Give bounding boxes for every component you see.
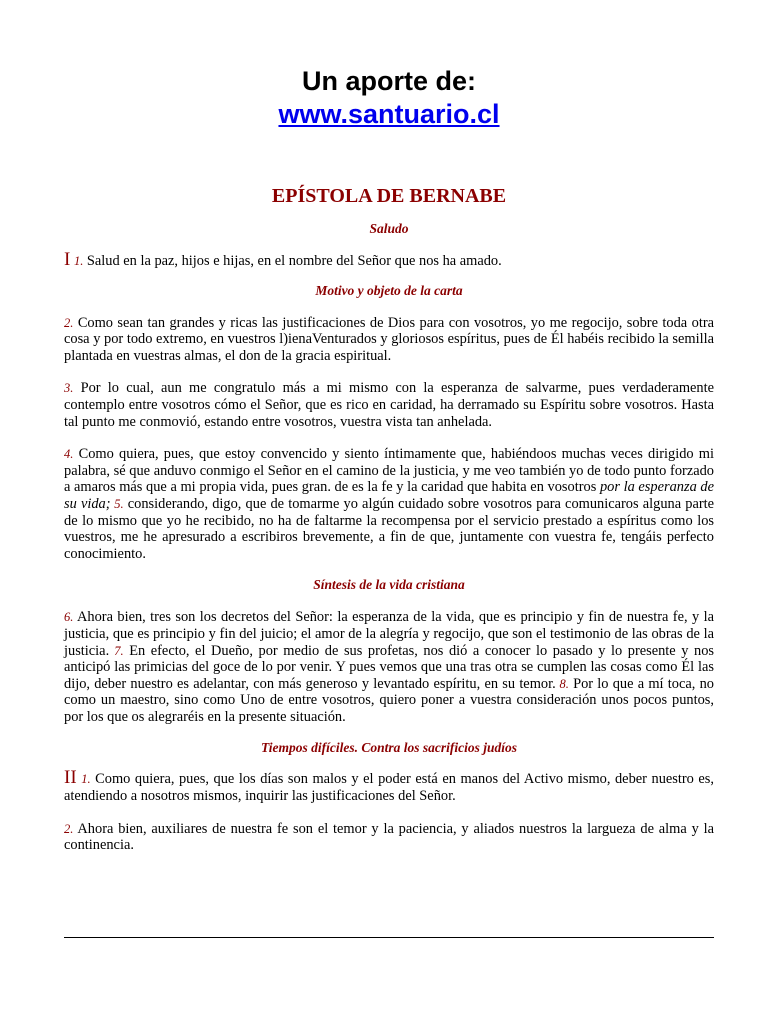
verse-number: 2. bbox=[64, 315, 74, 330]
paragraph-2 bbox=[64, 315, 714, 365]
paragraph-text: Como quiera, pues, que los días son malos y el poder está en manos del Activo mismo, deber nuestro es, atendiendo a nosotros mismos, inquirir las justificaciones del Señor. bbox=[64, 771, 714, 805]
paragraph-text: Salud en la paz, hijos e hijas, en el nombre del Señor que nos ha amado. bbox=[83, 253, 502, 269]
section-heading-tiempos: Tiempos difíciles. Contra los sacrificios judíos bbox=[260, 740, 517, 756]
santuario-link[interactable]: www.santuario.cl bbox=[278, 99, 500, 129]
paragraph-6 bbox=[64, 767, 714, 805]
verse-number: 7. bbox=[109, 643, 124, 658]
paragraph-text: Como quiera, pues, que estoy convencido y siento íntimamente que, habiéndoos muchas veces dirigido mi palabra, sé que anduvo conmigo el Señor en el camino de la justicia, y me veo también yo de todo punto forzado a amaros más que a mi propia vida, pues gran. de es la fe y la caridad que habita en vosotros bbox=[64, 446, 714, 496]
paragraph-text: Por lo que a mí toca, no como un maestro, sino como Uno de entre vosotros, quiero poner a vuestra consideración unos pocos puntos, por los que os alegraréis en la presente situación. bbox=[64, 675, 714, 725]
footer-divider bbox=[64, 937, 714, 938]
paragraph-text: considerando, digo, que de tomarme yo algún cuidado sobre vosotros para comunicaros alguna parte de lo mismo que yo he recibido, no ha de faltarme la recompensa por el servicio prestado a espíritus como los vuestros, me he apresurado a escribiros brevemente, a fin de que, juntamente con vuestra fe, tengáis perfecto conocimiento. bbox=[64, 495, 715, 562]
verse-number: 2. bbox=[64, 821, 74, 836]
verse-number: 3. bbox=[64, 381, 74, 396]
paragraph-text: Por lo cual, aun me congratulo más a mi mismo con la esperanza de salvarme, pues verdaderamente contemplo entre vosotros cómo el Señor, que es rico en caridad, ha derramado su Espíritu sobre vosotros. Hasta tal punto me conmovió, estando entre vosotros, vuestra vista tan anhelada. bbox=[64, 380, 714, 430]
verse-number: 6. bbox=[64, 610, 74, 625]
paragraph-4 bbox=[64, 446, 714, 562]
verse-number: 5. bbox=[110, 496, 124, 511]
verse-number: 8. bbox=[555, 676, 569, 691]
chapter-number: II bbox=[64, 767, 77, 789]
page-header bbox=[64, 64, 714, 130]
paragraph-5 bbox=[64, 609, 714, 725]
contribution-label: Un aporte de: bbox=[301, 66, 476, 96]
verse-number: 1. bbox=[81, 772, 91, 787]
paragraph-7 bbox=[64, 821, 714, 854]
paragraph-3 bbox=[64, 380, 714, 430]
paragraph-text: Como sean tan grandes y ricas las justificaciones de Dios para con vosotros, yo me regocijo, sobre toda otra cosa y por todo extremo, en vuestros l)ienaVenturados y gloriosos espíritus, pues de Él habéis recibido la semilla plantada en vuestras almas, el don de la gracia espiritual. bbox=[64, 314, 714, 364]
paragraph-italic-text: por la esperanza de su vida; bbox=[64, 479, 714, 512]
section-heading-saludo: Saludo bbox=[369, 221, 409, 236]
verse-number: 1. bbox=[73, 254, 84, 268]
paragraph-1 bbox=[64, 249, 714, 270]
paragraph-text: En efecto, el Dueño, por medio de sus profetas, nos dió a conocer lo pasado y lo presente y nos anticipó las primicias del goce de lo por venir. Y pues vemos que una tras otra se cumplen las cosas como Él las dijo, deber nuestro es adelantar, con más generoso y levantado espíritu, en su temor. bbox=[64, 642, 714, 692]
document-page bbox=[64, 0, 714, 854]
section-heading-motivo: Motivo y objeto de la carta bbox=[315, 282, 463, 298]
section-heading-sintesis: Síntesis de la vida cristiana bbox=[313, 577, 465, 593]
paragraph-text: Ahora bien, auxiliares de nuestra fe son el temor y la paciencia, y aliados nuestros la largueza de alma y la continencia. bbox=[64, 820, 714, 854]
verse-number: 4. bbox=[64, 447, 74, 462]
paragraph-text: Ahora bien, tres son los decretos del Señor: la esperanza de la vida, que es principio y fin de nuestra fe, y la justicia, que es principio y fin del juicio; el amor de la alegría y regocijo, que son el testimonio de las obras de la justicia. bbox=[64, 609, 714, 659]
chapter-number: I bbox=[64, 249, 71, 270]
document-title: EPÍSTOLA DE BERNABE bbox=[271, 185, 507, 207]
